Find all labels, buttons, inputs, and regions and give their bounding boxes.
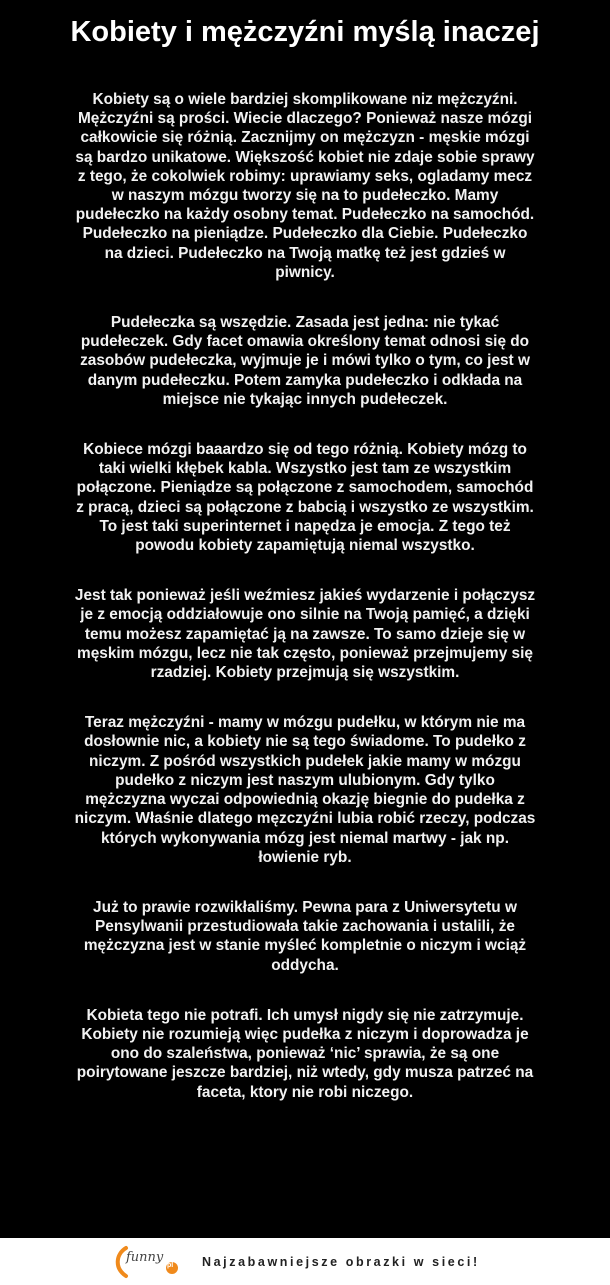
paragraph-5: Teraz mężczyźni - mamy w mózgu pudełku, w którym nie ma dosłownie nic, a kobiety nie są tego świadome. To pudełko z niczym. Z pośród wszystkich pudełek jakie mamy w mózgu pudełko z niczym jest naszym ulubionym. Gdy tylko mężczyzna wyczai odpowiednią okazję biegnie do pudełka z niczym. Właśnie dlatego męzczyźni lubia robić rzeczy, podczas których wykonywania mózg jest niemal martwy - jak np. łowienie ryb.	[74, 714, 536, 866]
paragraph-6: Już to prawie rozwikłaliśmy. Pewna para z Uniwersytetu w Pensylwanii przestudiowała takie zachowania i ustalili, że mężczyzna jest w stanie myśleć kompletnie o niczym i wciąż oddycha.	[83, 898, 527, 974]
paragraph-2: Pudełeczka są wszędzie. Zasada jest jedna: nie tykać pudełeczek. Gdy facet omawia określony temat odnosi się do zasobów pudełeczka, wyjmuje je i mówi tylko o tym, co jest w danym pudełeczku. Potem zamyka pudełeczko i odkłada na miejsce nie tykając innych pudełeczek.	[80, 314, 530, 408]
article-body	[22, 90, 588, 1133]
paragraph-3: Kobiece mózgi baaardzo się od tego różnią. Kobiety mózg to taki wielki kłębek kabla. Wszystko jest tam ze wszystkim połączone. Pieniądze są połączone z samochodem, samochód z pracą, dzieci są połączone z babcią i wszystko ze wszystkim. To jest taki superinternet i napędza je emocja. Z tego też powodu kobiety zapamiętują niemal wszystko.	[76, 441, 534, 555]
paragraph-4: Jest tak ponieważ jeśli weźmiesz jakieś wydarzenie i połączysz je z emocją oddziałowuje ono silnie na Twoją pamięć, a dzięki temu możesz zapamiętać ją na zawsze. To samo dzieje się w męskim mózgu, lecz nie tak często, ponieważ przejmujemy się rzadziej. Kobiety przejmują się wszystkim.	[74, 587, 536, 682]
footer-slogan: Najzabawniejsze obrazki w sieci!	[202, 1254, 480, 1269]
funny-logo[interactable]	[112, 1242, 182, 1282]
paragraph-1: Kobiety są o wiele bardziej skomplikowane niz mężczyźni. Mężczyźni są prości. Wiecie dlaczego? Ponieważ nasze mózgi całkowicie się różnią. Zacznijmy on mężczyzn - męskie mózgi są bardzo unikatowe. Większość kobiet nie zdaje sobie sprawy z tego, że cokolwiek robimy: uprawiamy seks, ogladamy mecz w naszym mózgu tworzy się na to pudełeczko. Mamy pudełeczko na każdy osobny temat. Pudełeczko na samochód. Pudełeczko na pieniądze. Pudełeczko dla Ciebie. Pudełeczko na dzieci. Pudełeczko na Twoją matkę też jest gdzieś w piwnicy.	[75, 91, 535, 281]
footer-bar	[0, 1238, 610, 1285]
logo-wordmark: funny	[126, 1249, 164, 1265]
logo-badge: pl	[167, 1261, 174, 1269]
poster-title: Kobiety i mężczyźni myślą inaczej	[70, 16, 540, 48]
paragraph-7: Kobieta tego nie potrafi. Ich umysł nigdy się nie zatrzymuje. Kobiety nie rozumieją więc pudełka z niczym i doprowadza je ono do szaleństwa, ponieważ ‘nic’ sprawia, że są one poirytowane jeszcze bardziej, niż wtedy, gdy musza patrzeć na faceta, ktory nie robi niczego.	[76, 1006, 534, 1101]
